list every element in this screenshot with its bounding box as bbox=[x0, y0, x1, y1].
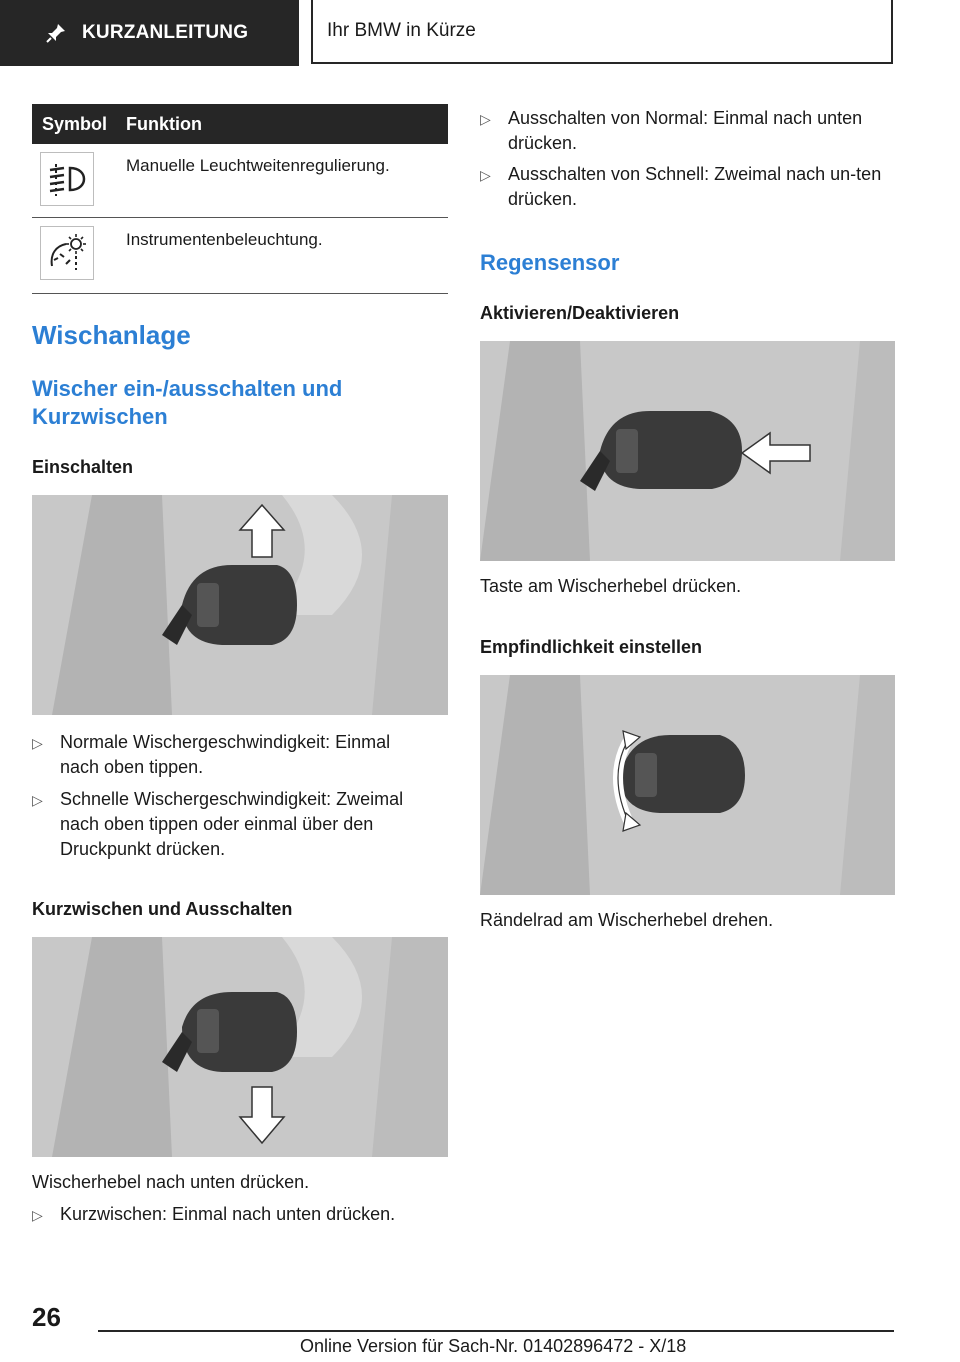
section-label: KURZANLEITUNG bbox=[82, 22, 249, 43]
thumbwheel-image bbox=[480, 675, 895, 895]
col-symbol: Symbol bbox=[42, 113, 108, 134]
list-item: ▷ Normale Wischergeschwindigkeit: Einmal nach oben tippen. bbox=[32, 730, 432, 780]
footer-divider bbox=[98, 1330, 894, 1332]
list-item: ▷ Kurzwischen: Einmal nach unten drücken. bbox=[32, 1202, 432, 1228]
symbol-table bbox=[32, 104, 448, 294]
bullet-triangle-icon: ▷ bbox=[32, 1207, 43, 1223]
wiper-up-image bbox=[32, 495, 448, 715]
headlight-range-icon bbox=[44, 156, 90, 202]
bullet-triangle-icon: ▷ bbox=[32, 792, 43, 808]
aktivieren-caption: Taste am Wischerhebel drücken. bbox=[480, 576, 742, 596]
sub-heading: Wischer ein-/ausschalten und Kurzwischen bbox=[32, 376, 343, 429]
instrument-lighting-icon bbox=[44, 230, 90, 276]
section-header bbox=[0, 0, 299, 66]
regensensor-heading: Regensensor bbox=[480, 250, 620, 275]
table-row bbox=[32, 144, 448, 218]
rain-sensor-button-image bbox=[480, 341, 895, 561]
table-row bbox=[32, 218, 448, 294]
bullet-triangle-icon: ▷ bbox=[32, 735, 43, 751]
empfindlichkeit-caption: Rändelrad am Wischerhebel drehen. bbox=[480, 910, 774, 930]
aktivieren-title: Aktivieren/Deaktivieren bbox=[480, 303, 680, 323]
list-item: ▷ Schnelle Wischergeschwindigkeit: Zweimal nach oben tippen oder einmal über den Druckpunkt drücken. bbox=[32, 787, 432, 862]
footer-online-version: Online Version für Sach-Nr. 01402896472 - X/18 bbox=[300, 1336, 687, 1356]
pin-icon bbox=[44, 21, 68, 45]
list-item: ▷ Ausschalten von Schnell: Zweimal nach un-ten drücken. bbox=[480, 162, 890, 212]
list-item: ▷ Ausschalten von Normal: Einmal nach unten drücken. bbox=[480, 106, 890, 156]
section-heading: Wischanlage bbox=[32, 320, 191, 350]
wiper-down-image bbox=[32, 937, 448, 1157]
bullet-triangle-icon: ▷ bbox=[480, 111, 491, 127]
row-text: Manuelle Leuchtweitenregulierung. bbox=[126, 156, 390, 175]
col-function: Funktion bbox=[126, 113, 202, 134]
einschalten-title: Einschalten bbox=[32, 457, 134, 477]
table-header bbox=[32, 104, 448, 144]
bullet-triangle-icon: ▷ bbox=[480, 167, 491, 183]
kurzwischen-caption: Wischerhebel nach unten drücken. bbox=[32, 1172, 310, 1192]
page-number: 26 bbox=[32, 1302, 61, 1332]
breadcrumb: Ihr BMW in Kürze bbox=[311, 0, 893, 64]
row-text: Instrumentenbeleuchtung. bbox=[126, 230, 323, 249]
empfindlichkeit-title: Empfindlichkeit einstellen bbox=[480, 637, 703, 657]
kurzwischen-title: Kurzwischen und Ausschalten bbox=[32, 899, 293, 919]
